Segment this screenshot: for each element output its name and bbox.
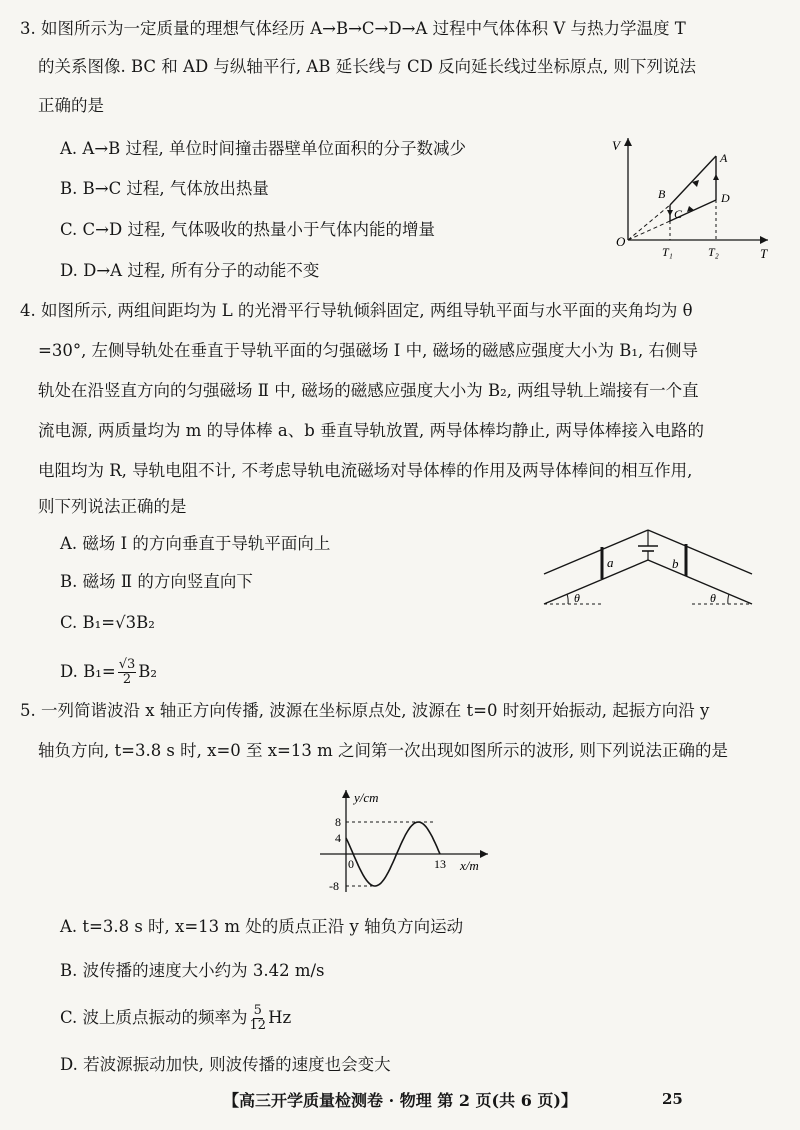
q5-option-a: A. t=3.8 s 时, x=13 m 处的质点正沿 y 轴负方向运动 [60,917,464,936]
q5-stem-line-2: 轴负方向, t=3.8 s 时, x=0 至 x=13 m 之间第一次出现如图所示的波形, 则下列说法正确的是 [38,741,729,760]
q3-point-c: C [674,207,683,221]
q3-axis-v: V [612,138,620,153]
q3-option-b: B. B→C 过程, 气体放出热量 [60,179,269,198]
q4-angle-left: θ [574,591,580,605]
q3-stem-line-1: 3. 如图所示为一定质量的理想气体经历 A→B→C→D→A 过程中气体体积 V 与热力学温度 T [20,19,686,38]
q3-option-a: A. A→B 过程, 单位时间撞击器壁单位面积的分子数减少 [60,139,467,158]
q3-point-a: A [720,151,728,165]
q5-option-c [60,1004,291,1033]
q3-line-ab [670,156,716,205]
q4-stem-line-4: 流电源, 两质量均为 m 的导体棒 a、b 垂直导轨放置, 两导体棒均静止, 两导体棒接入电路的 [38,421,704,440]
q4-option-c: C. B₁=√3B₂ [60,613,155,632]
page-footer: 【高三开学质量检测卷 · 物理 第 2 页(共 6 页)】 [223,1091,577,1110]
q5-option-c-num: 5 [253,1003,262,1018]
page-mark: 25 [662,1090,683,1108]
q3-option-c: C. C→D 过程, 气体吸收的热量小于气体内能的增量 [60,220,435,239]
q5-ytick-8: 8 [335,815,341,829]
q4-option-d-den: 2 [122,672,132,687]
q5-axis-y: y/cm [354,790,379,805]
q5-ytick-neg8: -8 [329,879,339,893]
q5-wave-diagram [310,780,500,900]
q4-option-b: B. 磁场 Ⅱ 的方向竖直向下 [60,572,253,591]
q4-option-d-num: √3 [118,657,136,672]
q3-point-b: B [658,187,666,201]
q4-option-d [60,658,157,687]
q5-option-d: D. 若波源振动加快, 则波传播的速度也会变大 [60,1055,391,1074]
q3-tick-t1: T₁ [662,245,673,259]
q5-option-c-prefix: C. 波上质点振动的频率为 [60,1008,248,1027]
q5-origin: 0 [348,857,354,871]
q5-stem-line-1: 5. 一列简谐波沿 x 轴正方向传播, 波源在坐标原点处, 波源在 t=0 时刻开始振动, 起振方向沿 y [20,701,710,720]
q4-label-b: b [672,556,679,571]
q4-stem-line-6: 则下列说法正确的是 [38,497,187,516]
q5-option-b: B. 波传播的速度大小约为 3.42 m/s [60,961,325,980]
q3-axis-t: T [760,246,768,261]
q3-origin: O [616,234,626,249]
q3-option-d: D. D→A 过程, 所有分子的动能不变 [60,261,320,280]
q4-stem-line-3: 轨处在沿竖直方向的匀强磁场 Ⅱ 中, 磁场的磁感应强度大小为 B₂, 两组导轨上端接有一个直 [38,381,699,400]
q4-option-d-prefix: D. B₁= [60,662,116,681]
q3-stem-line-3: 正确的是 [38,96,104,115]
q5-ytick-4: 4 [335,831,341,845]
q3-arrow-da [713,174,719,180]
q3-stem-line-2: 的关系图像. BC 和 AD 与纵轴平行, AB 延长线与 CD 反向延长线过坐标原点, 则下列说法 [38,57,697,76]
q5-xtick-13: 13 [434,857,446,871]
q3-vt-diagram [600,128,780,268]
q4-rails-diagram [540,524,760,620]
q4-option-d-fraction [118,658,137,687]
q5-option-c-den: 12 [249,1018,267,1033]
q4-stem-line-5: 电阻均为 R, 导轨电阻不计, 不考虑导轨电流磁场对导体棒的作用及两导体棒间的相互作用, [38,461,693,480]
q4-stem-line-2: =30°, 左侧导轨处在垂直于导轨平面的匀强磁场 Ⅰ 中, 磁场的磁感应强度大小为 B₁, 右侧导 [38,341,699,360]
q4-stem-line-1: 4. 如图所示, 两组间距均为 L 的光滑平行导轨倾斜固定, 两组导轨平面与水平面的夹角均为 θ [20,301,693,320]
q3-arrow-bc [667,210,673,216]
q3-tick-t2: T₂ [708,245,719,259]
q4-label-a: a [607,555,614,570]
q3-point-d: D [721,191,730,205]
q4-option-d-suffix: B₂ [138,662,158,681]
q5-option-c-fraction [250,1004,267,1033]
q4-option-a: A. 磁场 Ⅰ 的方向垂直于导轨平面向上 [60,534,331,553]
q5-axis-x: x/m [460,858,479,873]
q5-option-c-suffix: Hz [268,1008,292,1027]
q4-angle-right: θ [710,591,716,605]
